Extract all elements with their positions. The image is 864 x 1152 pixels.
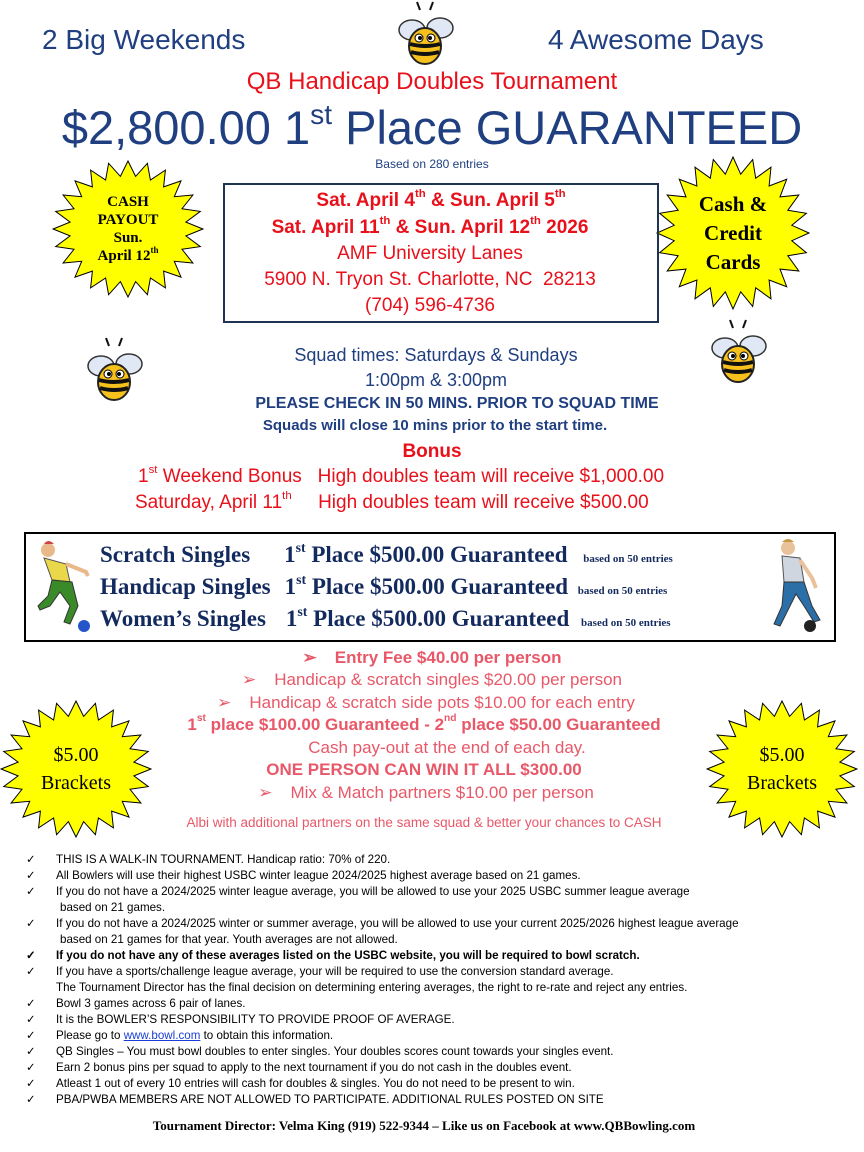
mix-match-fee: ➢ Mix & Match partners $10.00 per person	[258, 783, 594, 802]
burst-line: Cash &	[698, 191, 768, 216]
venue-phone: (704) 596-4736	[365, 295, 495, 316]
burst-line: April 12th	[97, 245, 159, 264]
sidepots-fee: ➢ Handicap & scratch side pots $10.00 for each entry	[217, 693, 635, 712]
win-all-notice: ONE PERSON CAN WIN IT ALL $300.00	[266, 760, 582, 779]
tournament-name: QB Handicap Doubles Tournament	[246, 68, 618, 95]
singles-row: Handicap Singles 1st Place $500.00 Guaranteed based on 50 entries	[100, 572, 668, 599]
entry-fee: ➢ Entry Fee $40.00 per person	[302, 648, 562, 667]
bonus-title: Bonus	[402, 441, 462, 462]
rule-item: ✓ If you do not have a 2024/2025 winter league average, you will be allowed to use your 2025 USBC summer league average	[26, 885, 690, 898]
burst-line: PAYOUT	[97, 212, 159, 228]
check-icon: ✓	[26, 1093, 36, 1106]
squad-close-notice: Squads will close 10 mins prior to the start time.	[262, 417, 608, 434]
rules-list	[26, 852, 846, 1108]
date-line: Sat. April 11th & Sun. April 12th 2026	[271, 215, 589, 238]
cash-payout-note: Cash pay-out at the end of each day.	[308, 738, 586, 757]
venue-name: AMF University Lanes	[337, 243, 523, 264]
cash-credit-burst	[656, 156, 810, 310]
rule-continuation: based on 21 games for that year. Youth averages are not allowed.	[60, 933, 398, 946]
check-icon: ✓	[26, 1013, 36, 1026]
based-on-entries: Based on 280 entries	[375, 157, 489, 171]
burst-line: $5.00	[759, 744, 805, 766]
bowl-com-link[interactable]: www.bowl.com	[123, 1029, 201, 1042]
check-icon: ✓	[26, 1029, 36, 1042]
burst-line: Sun.	[113, 230, 143, 246]
check-icon: ✓	[26, 1077, 36, 1090]
squad-times: 1:00pm & 3:00pm	[364, 370, 508, 390]
rule-item: ✓ THIS IS A WALK-IN TOURNAMENT. Handicap ratio: 70% of 220.	[26, 853, 391, 866]
rule-item: ✓ If you do not have any of these averages listed on the USBC website, you will be required to bowl scratch.	[26, 949, 640, 962]
rule-item: ✓ Atleast 1 out of every 10 entries will cash for doubles & singles. You do not need to be present to win.	[26, 1077, 575, 1090]
rule-item: ✓ If you have a sports/challenge league average, your will be required to use the conversion standard average.	[26, 965, 614, 978]
bonus-line: 1st Weekend Bonus High doubles team will receive $1,000.00	[138, 464, 665, 487]
burst-line: Brackets	[41, 772, 111, 794]
singles-fee: ➢ Handicap & scratch singles $20.00 per person	[241, 670, 622, 689]
check-icon: ✓	[26, 949, 36, 962]
singles-box	[24, 532, 836, 642]
rule-item: ✓ It is the BOWLER’S RESPONSIBILITY TO PROVIDE PROOF OF AVERAGE.	[26, 1013, 455, 1026]
rule-item: ✓ Earn 2 bonus pins per squad to apply to the next tournament if you do not cash in the doubles event.	[26, 1061, 572, 1074]
bowler-left-icon	[30, 536, 96, 634]
rule-item: ✓ QB Singles – You must bowl doubles to enter singles. Your doubles scores count towards your singles event.	[26, 1045, 614, 1058]
cash-payout-burst	[52, 160, 204, 298]
footer-contact: Tournament Director: Velma King (919) 522-9344 – Like us on Facebook at www.QBBowling.com	[152, 1118, 696, 1133]
rule-item: ✓ If you do not have a 2024/2025 winter or summer average, you will be allowed to use your current 2025/2026 highest league average	[26, 917, 739, 930]
check-icon: ✓	[26, 885, 36, 898]
rule-continuation: The Tournament Director has the final decision on determining entering averages, the right to re-rate and reject any entries.	[56, 981, 688, 994]
check-icon: ✓	[26, 1061, 36, 1074]
squad-times-label: Squad times: Saturdays & Sundays	[294, 345, 578, 365]
check-icon: ✓	[26, 965, 36, 978]
rule-item: ✓ Bowl 3 games across 6 pair of lanes.	[26, 997, 246, 1010]
date-line: Sat. April 4th & Sun. April 5th	[316, 188, 566, 211]
checkin-notice: PLEASE CHECK IN 50 MINS. PRIOR TO SQUAD TIME	[255, 395, 659, 412]
burst-line: $5.00	[53, 744, 99, 766]
rule-item: ✓ PBA/PWBA MEMBERS ARE NOT ALLOWED TO PARTICIPATE. ADDITIONAL RULES POSTED ON SITE	[26, 1093, 604, 1106]
burst-line: Credit	[704, 220, 762, 245]
bracket-guarantee: 1st place $100.00 Guaranteed - 2nd place $50.00 Guaranteed	[187, 713, 661, 734]
check-icon: ✓	[26, 853, 36, 866]
header-right-text: 4 Awesome Days	[548, 24, 764, 55]
header-left-text: 2 Big Weekends	[42, 24, 246, 55]
rule-continuation: based on 21 games.	[60, 901, 166, 914]
rule-item: ✓ Please go to www.bowl.com to obtain this information.	[26, 1029, 334, 1042]
bonus-line: Saturday, April 11th High doubles team will receive $500.00	[135, 490, 649, 513]
burst-line: Cards	[705, 249, 761, 274]
check-icon: ✓	[26, 997, 36, 1010]
rule-item: ✓ All Bowlers will use their highest USBC winter league 2024/2025 highest average based on 21 games.	[26, 869, 581, 882]
venue-address: 5900 N. Tryon St. Charlotte, NC 28213	[264, 269, 596, 290]
singles-row: Women’s Singles 1st Place $500.00 Guaranteed based on 50 entries	[100, 604, 671, 631]
check-icon: ✓	[26, 869, 36, 882]
singles-row: Scratch Singles 1st Place $500.00 Guaranteed based on 50 entries	[100, 540, 673, 567]
bowler-right-icon	[766, 536, 828, 636]
albi-note: Albi with additional partners on the same squad & better your chances to CASH	[186, 815, 662, 830]
brackets-burst-right	[706, 700, 858, 838]
dates-box	[223, 183, 659, 323]
check-icon: ✓	[26, 917, 36, 930]
burst-line: Brackets	[747, 772, 817, 794]
check-icon: ✓	[26, 1045, 36, 1058]
guarantee-headline: $2,800.00 1st Place GUARANTEED	[61, 98, 803, 154]
brackets-burst-left	[0, 700, 152, 838]
bee-icon	[390, 0, 460, 70]
burst-line: CASH	[107, 194, 149, 210]
